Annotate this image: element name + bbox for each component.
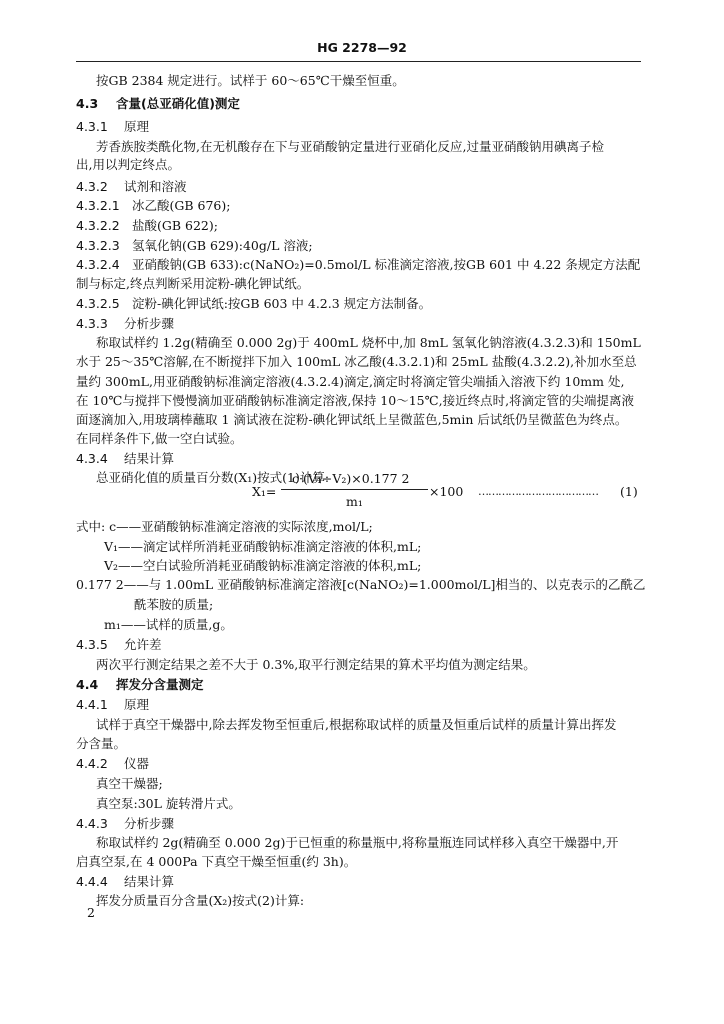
section-heading [76,118,149,136]
fraction-bar [281,489,428,490]
body-text-line: 面逐滴加入,用玻璃棒蘸取 1 滴试液在淀粉-碘化钾试纸上呈微蓝色,5min 后试纸仍呈微蓝色为终点。 [76,412,628,427]
section-number: 4.3.2.4 [76,257,120,272]
body-text-line: 真空干燥器; [96,776,163,791]
section-number: 4.4.2 [76,756,108,771]
section-title: 原理 [124,119,150,134]
section-number: 4.3.2.3 [76,238,120,253]
body-text-line: V₂——空白试验所消耗亚硝酸钠标准滴定溶液的体积,mL; [104,558,422,573]
section-number: 4.4 [76,677,99,692]
section-heading [76,815,174,833]
formula-denominator: m₁ [346,494,363,509]
body-text-line: 真空泵:30L 旋转滑片式。 [96,796,241,811]
section-number: 4.3.4 [76,451,108,466]
formula-leader: ……………………………… [478,485,598,498]
section-heading [76,636,162,654]
section-number: 4.4.3 [76,816,108,831]
section-title: 盐酸(GB 622); [132,218,218,233]
body-text-line: 制与标定,终点判断采用淀粉-碘化钾试纸。 [76,276,310,291]
section-number: 4.3.2.2 [76,218,120,233]
body-text-line: m₁——试样的质量,g。 [104,617,233,632]
body-text-line: 两次平行测定结果之差不大于 0.3%,取平行测定结果的算术平均值为测定结果。 [96,657,536,672]
formula-tail: ×100 [429,484,464,499]
body-text-line: 在 10℃与搅拌下慢慢滴加亚硝酸钠标准滴定溶液,保持 10～15℃,接近终点时,将滴定管的尖端提离液 [76,393,635,408]
section-heading [76,295,431,313]
body-text-line: 称取试样约 1.2g(精确至 0.000 2g)于 400mL 烧杯中,加 8mL 氢氧化钠溶液(4.3.2.3)和 150mL [96,335,641,350]
body-text-line: 挥发分质量百分含量(X₂)按式(2)计算: [96,893,305,908]
section-heading [76,197,230,215]
section-number: 4.3.5 [76,637,108,652]
formula-label: (1) [620,484,638,499]
body-text-line: 按GB 2384 规定进行。试样于 60～65℃干燥至恒重。 [96,73,405,88]
section-title: 结果计算 [124,451,175,466]
section-number: 4.3.3 [76,316,108,331]
body-text-line: 水于 25～35℃溶解,在不断搅拌下加入 100mL 冰乙酸(4.3.2.1)和 25mL 盐酸(4.3.2.2),补加水至总 [76,354,637,369]
section-number: 4.4.4 [76,874,108,889]
section-heading [76,676,204,694]
page-number: 2 [87,905,95,920]
section-number: 4.4.1 [76,697,108,712]
body-text-line: 芳香族胺类酰化物,在无机酸存在下与亚硝酸钠定量进行亚硝化反应,过量亚硝酸钠用碘离子检 [96,139,604,154]
section-title: 原理 [124,697,150,712]
section-title: 亚硝酸钠(GB 633):c(NaNO₂)=0.5mol/L 标准滴定溶液,按GB 601 中 4.22 条规定方法配 [132,257,641,272]
section-heading [76,217,218,235]
section-title: 氢氧化钠(GB 629):40g/L 溶液; [132,238,313,253]
section-number: 4.3.2.5 [76,296,120,311]
section-heading [76,873,174,891]
section-title: 挥发分含量测定 [116,677,204,692]
body-text-line: 试样于真空干燥器中,除去挥发物至恒重后,根据称取试样的质量及恒重后试样的质量计算出挥发 [96,717,617,732]
body-text-line: 分含量。 [76,736,127,751]
section-heading [76,315,174,333]
body-text-line: 称取试样约 2g(精确至 0.000 2g)于已恒重的称量瓶中,将称量瓶连同试样移入真空干燥器中,开 [96,835,619,850]
body-text-line: V₁——滴定试样所消耗亚硝酸钠标准滴定溶液的体积,mL; [104,539,422,554]
body-text-line: 出,用以判定终点。 [76,157,180,172]
section-heading [76,696,149,714]
section-title: 淀粉-碘化钾试纸:按GB 603 中 4.2.3 规定方法制备。 [132,296,432,311]
body-text-line: 酰苯胺的质量; [134,597,214,612]
body-text-line: 在同样条件下,做一空白试验。 [76,431,243,446]
section-heading [76,237,313,255]
section-title: 冰乙酸(GB 676); [132,198,231,213]
section-number: 4.3.1 [76,119,108,134]
body-text-line: 式中: c——亚硝酸钠标准滴定溶液的实际浓度,mol/L; [76,519,373,534]
section-title: 结果计算 [124,874,175,889]
section-heading [76,755,149,773]
section-number: 4.3.2.1 [76,198,120,213]
header-rule [76,61,641,62]
section-number: 4.3.2 [76,179,108,194]
document-header: HG 2278—92 [317,40,407,55]
body-text-line: 0.177 2——与 1.00mL 亚硝酸钠标准滴定溶液[c(NaNO₂)=1.000mol/L]相当的、以克表示的乙酰乙 [76,577,646,592]
section-heading [76,256,640,274]
formula-lhs: X₁= [252,484,277,499]
section-title: 分析步骤 [124,316,175,331]
formula-numerator: c·(V₁−V₂)×0.177 2 [292,471,410,486]
body-text-line: 总亚硝化值的质量百分数(X₁)按式(1)计算: [96,470,330,485]
section-title: 试剂和溶液 [124,179,187,194]
section-heading [76,95,240,113]
section-title: 含量(总亚硝化值)测定 [116,96,240,111]
body-text-line: 量约 300mL,用亚硝酸钠标准滴定溶液(4.3.2.4)滴定,滴定时将滴定管尖端插入溶液下约 10mm 处, [76,374,625,389]
section-title: 仪器 [124,756,150,771]
section-title: 分析步骤 [124,816,175,831]
section-title: 允许差 [124,637,162,652]
section-heading [76,178,187,196]
body-text-line: 启真空泵,在 4 000Pa 下真空干燥至恒重(约 3h)。 [76,854,357,869]
section-number: 4.3 [76,96,99,111]
section-heading [76,450,174,468]
